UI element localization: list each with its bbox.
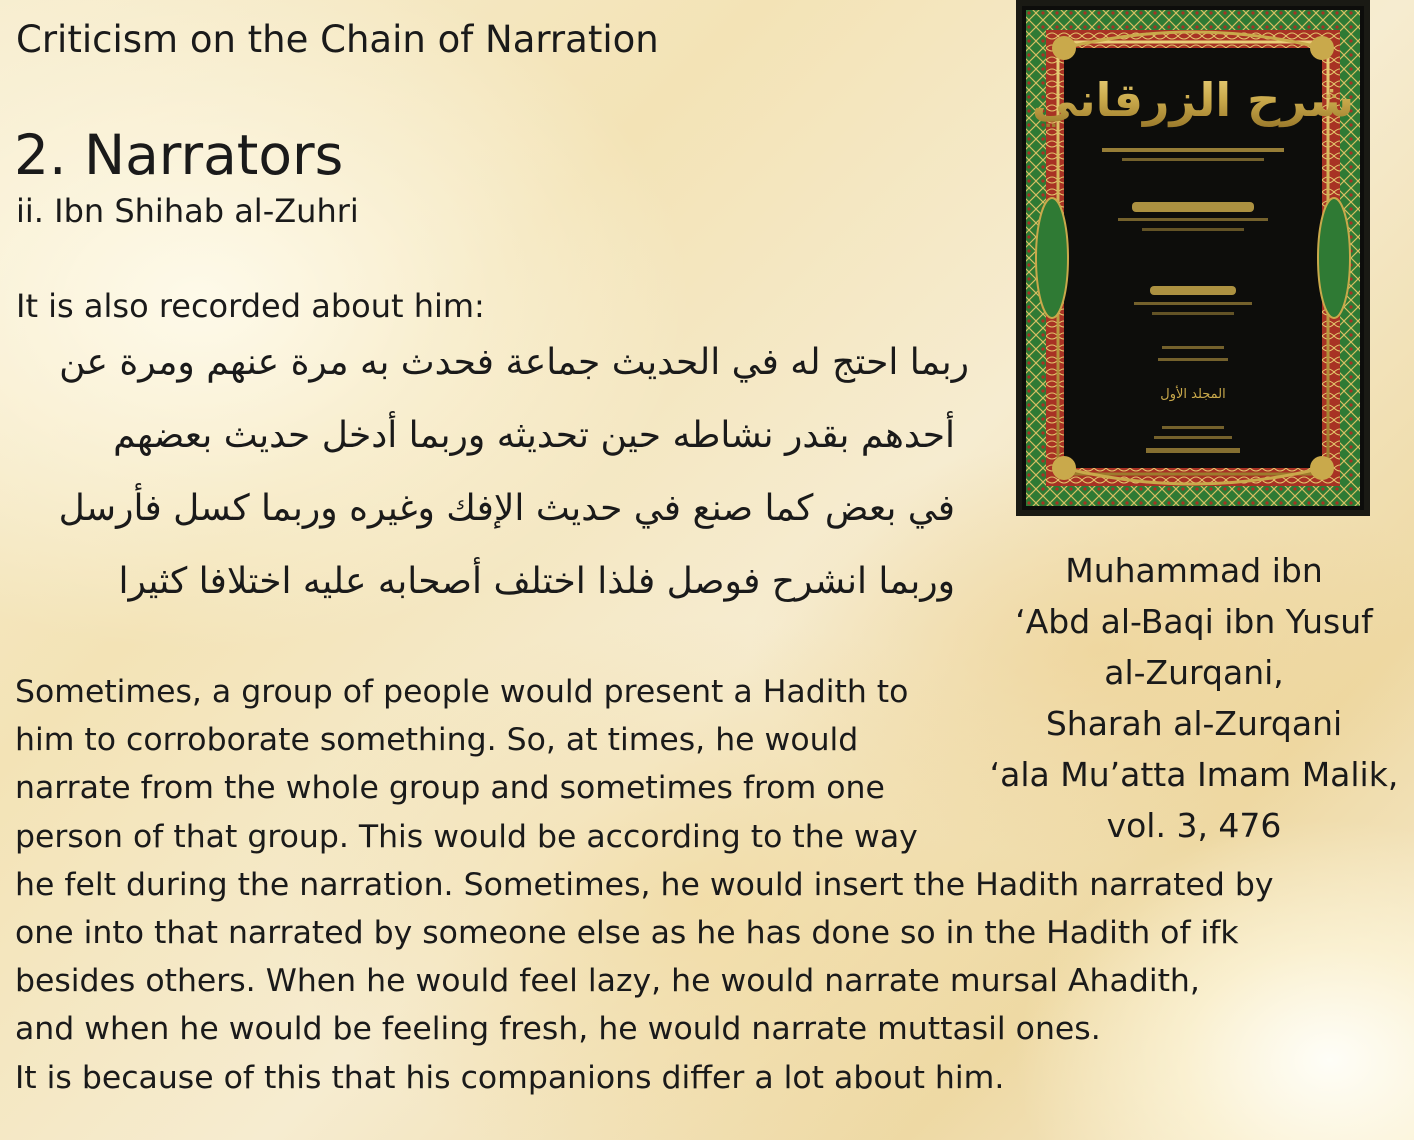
- book-cover-image: [1016, 0, 1370, 516]
- book-citation: [980, 545, 1408, 851]
- book-cover-volume: المجلد الأول: [1160, 387, 1226, 402]
- arabic-quote-line: وربما انشرح فوصل فلذا اختلف أصحابه عليه اختلافا كثيرا: [118, 561, 955, 602]
- citation-line: al-Zurqani,: [1104, 653, 1284, 692]
- arabic-quote-line: أحدهم بقدر نشاطه حين تحديثه وربما أدخل حديث بعضهم: [113, 415, 955, 456]
- section-heading: 2. Narrators: [14, 123, 344, 187]
- translation-line: Sometimes, a group of people would present a Hadith to: [15, 674, 909, 710]
- slide-title: Criticism on the Chain of Narration: [16, 18, 659, 61]
- section-subheading: ii. Ibn Shihab al-Zuhri: [16, 192, 359, 230]
- citation-line: ‘Abd al-Baqi ibn Yusuf: [1015, 602, 1373, 641]
- translation-line: he felt during the narration. Sometimes, he would insert the Hadith narrated by: [15, 866, 1274, 903]
- translation-line: and when he would be feeling fresh, he would narrate muttasil ones.: [15, 1011, 1101, 1048]
- book-cover-title: شرح الزرقاني: [1031, 73, 1355, 127]
- citation-line: vol. 3, 476: [1106, 806, 1282, 845]
- arabic-quote-line: ربما احتج له في الحديث جماعة فحدث به مرة عنهم ومرة عن: [59, 342, 969, 383]
- intro-text: It is also recorded about him:: [16, 287, 485, 325]
- translation-line: It is because of this that his companions differ a lot about him.: [15, 1059, 1005, 1096]
- translation-line: him to corroborate something. So, at times, he would: [15, 722, 859, 759]
- arabic-quote: [14, 342, 969, 637]
- translation-line: person of that group. This would be according to the way: [15, 818, 918, 855]
- citation-line: Muhammad ibn: [1065, 551, 1323, 590]
- translation-line: besides others. When he would feel lazy, he would narrate mursal Ahadith,: [15, 963, 1200, 1000]
- translation-line: narrate from the whole group and sometimes from one: [15, 770, 885, 807]
- book-cover-artwork: [1022, 6, 1364, 510]
- citation-line: Sharah al-Zurqani: [1045, 704, 1343, 743]
- translation-line: one into that narrated by someone else as he has done so in the Hadith of ifk: [15, 914, 1239, 951]
- arabic-quote-line: في بعض كما صنع في حديث الإفك وغيره وربما كسل فأرسل: [58, 488, 955, 529]
- citation-line: ‘ala Mu’atta Imam Malik,: [989, 755, 1399, 794]
